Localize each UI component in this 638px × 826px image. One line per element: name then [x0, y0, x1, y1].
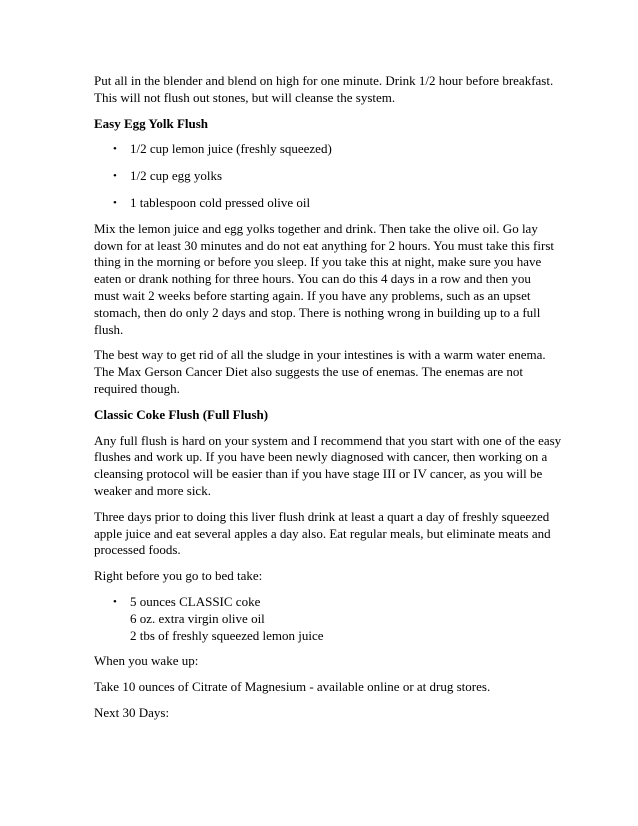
list-item-text: 1/2 cup egg yolks [130, 168, 223, 184]
next-days-paragraph: Next 30 Days: [94, 704, 170, 720]
list-item-text: 5 ounces CLASSIC coke [130, 593, 261, 609]
list-item [94, 168, 544, 185]
list-item-text: 1/2 cup lemon juice (freshly squeezed) [130, 141, 332, 157]
intro-paragraph [94, 73, 554, 107]
text-line: Three days prior to doing this liver flush drink at least a quart a day of freshly squeezed [94, 508, 550, 524]
bullet-icon: • [113, 170, 117, 183]
text-line: Put all in the blender and blend on high for one minute. Drink 1/2 hour before breakfast. [94, 73, 554, 88]
list-item [94, 195, 544, 212]
text-line: Any full flush is hard on your system and I recommend that you start with one of the easy [94, 432, 562, 448]
list-item [94, 141, 544, 158]
instructions-paragraph [94, 220, 555, 339]
text-line: weaker and more sick. [94, 482, 211, 498]
text-line: apple juice and eat several apples a day also. Eat regular meals, but eliminate meats and [94, 525, 551, 541]
wake-up-paragraph: When you wake up: [94, 653, 199, 669]
list-item-text: 6 oz. extra virgin olive oil [130, 610, 265, 626]
magnesium-paragraph: Take 10 ounces of Citrate of Magnesium - available online or at drug stores. [94, 679, 491, 695]
list-item-text: 2 tbs of freshly squeezed lemon juice [130, 627, 324, 643]
bullet-icon: • [113, 143, 117, 156]
classic-coke-flush-heading: Classic Coke Flush (Full Flush) [94, 406, 269, 422]
bedtime-paragraph: Right before you go to bed take: [94, 568, 263, 584]
preparation-paragraph [94, 508, 551, 559]
text-line: processed foods. [94, 542, 181, 558]
bullet-icon: • [113, 595, 117, 608]
list-item [94, 594, 544, 644]
text-line: cleansing protocol will be easier than if you have stage III or IV cancer, as you will be [94, 466, 543, 482]
easy-flush-ingredient-list [94, 141, 544, 211]
text-line: Mix the lemon juice and egg yolks together and drink. Then take the olive oil. Go lay [94, 220, 538, 236]
coke-flush-ingredient-list [94, 594, 544, 644]
text-line: down for at least 30 minutes and do not eat anything for 2 hours. You must take this first [94, 237, 555, 253]
text-line: thing in the morning or before you sleep. If you take this at night, make sure you have [94, 254, 542, 270]
text-line: flush. [94, 321, 124, 337]
text-line: eaten or drank nothing for three hours. You can do this 4 days in a row and then you [94, 271, 531, 287]
text-line: The best way to get rid of all the sludge in your intestines is with a warm water enema. [94, 347, 546, 363]
text-line: The Max Gerson Cancer Diet also suggests the use of enemas. The enemas are not [94, 364, 523, 380]
full-flush-paragraph [94, 432, 562, 500]
text-line: must wait 2 weeks before starting again. If you have any problems, such as an upset [94, 287, 531, 303]
enema-paragraph [94, 347, 544, 397]
easy-egg-yolk-flush-heading: Easy Egg Yolk Flush [94, 115, 209, 131]
text-line: flushes and work up. If you have been newly diagnosed with cancer, then working on a [94, 449, 548, 465]
list-item-text: 1 tablespoon cold pressed olive oil [130, 194, 311, 210]
text-line: stomach, then do only 2 days and stop. There is nothing wrong in building up to a full [94, 304, 541, 320]
text-line: This will not flush out stones, but will cleanse the system. [94, 89, 396, 105]
text-line: required though. [94, 380, 180, 396]
bullet-icon: • [113, 196, 117, 209]
document-page [94, 73, 562, 722]
